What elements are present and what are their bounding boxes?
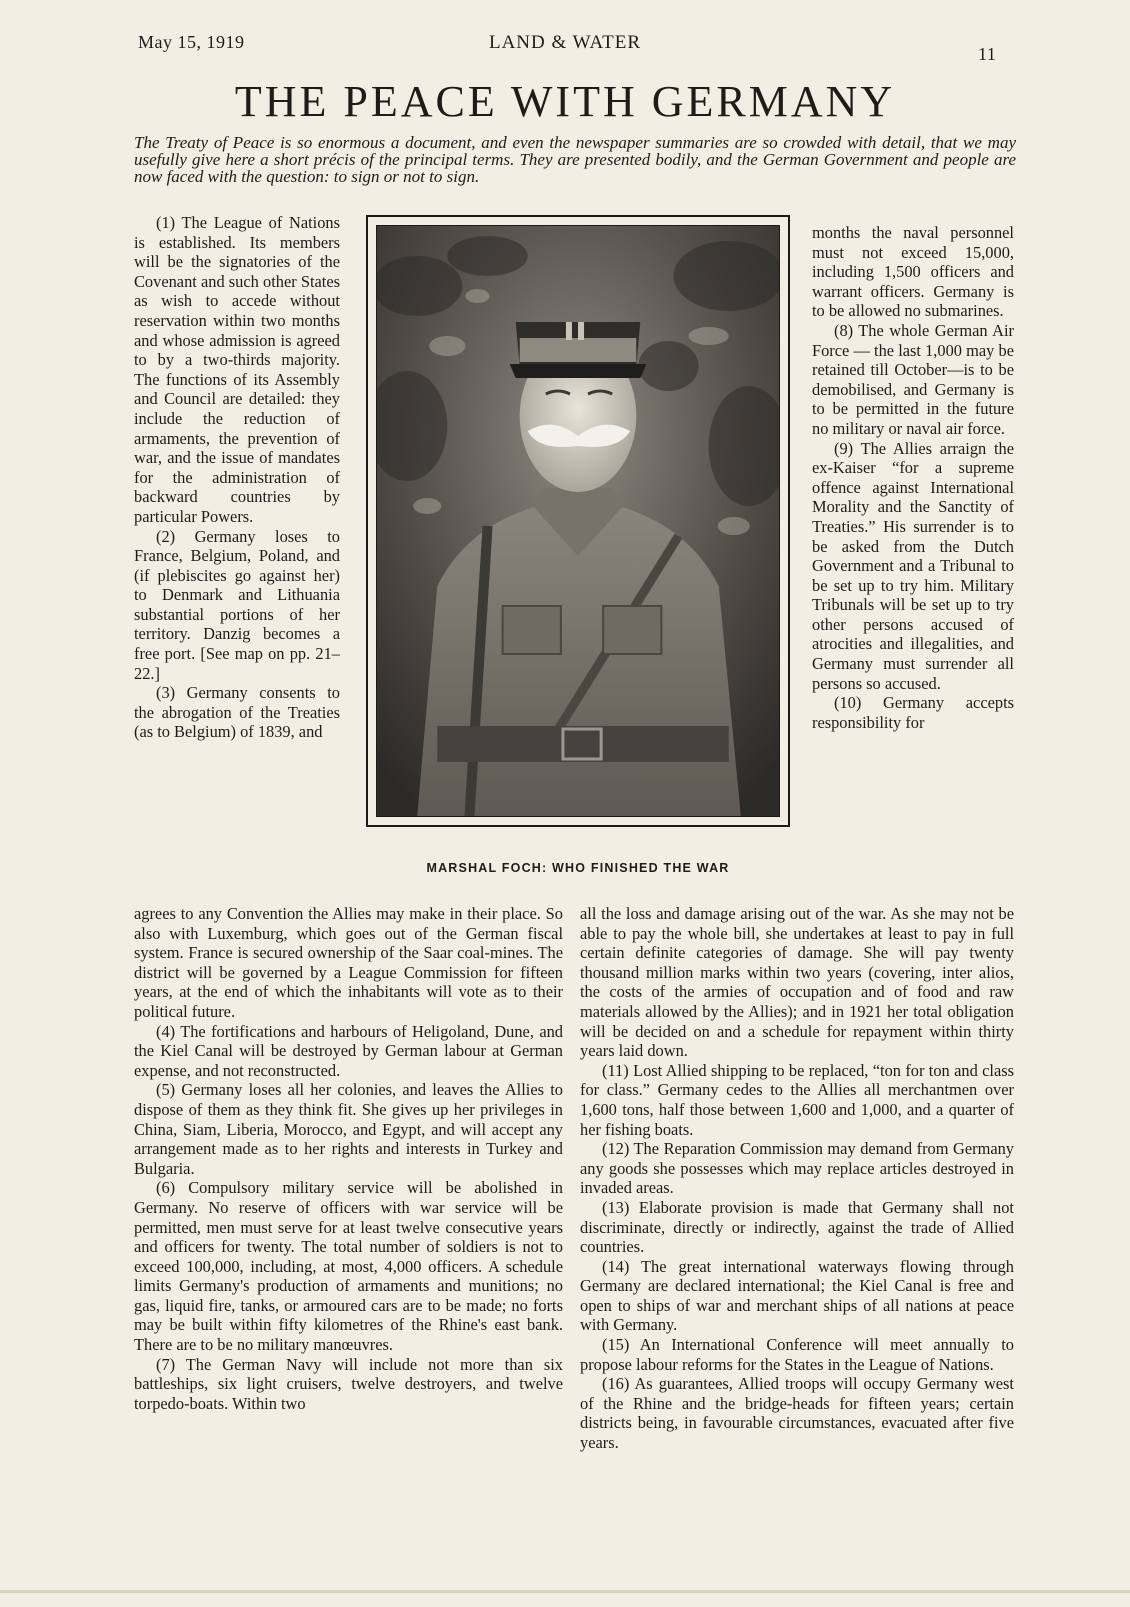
lower-right-column [580,904,1014,1453]
magazine-title: LAND & WATER [488,32,642,53]
paragraph: all the loss and damage arising out of the war. As she may not be able to pay the whole bill, she undertakes at least to pay in full certain definite categories of damage. She will pay twenty thousand million marks within two years (covering, inter alios, the costs of the armies of occupation and of food and raw materials allowed by the Allies); and in 1921 her total obligation will be decided on and a schedule for repayment within thirty years laid down. [580,904,1014,1061]
paragraph: (9) The Allies arraign the ex-Kaiser “for a supreme offence against International Morality and the Sanctity of Treaties.” His surrender is to be asked from the Dutch Government and a Tribunal to be set up to try him. Military Tribunals will be set up to try other persons accused of atrocities and illegalities, and Germany must surrender all persons so accused. [812,438,1014,693]
portrait-photo [376,225,780,817]
paragraph: (7) The German Navy will include not more than six battleships, six light cruisers, twelve destroyers, and twelve torpedo-boats. Within two [134,1354,563,1413]
issue-date: May 15, 1919 [138,32,245,52]
page-number: 11 [978,44,997,64]
paragraph: (15) An International Conference will meet annually to propose labour reforms for the States in the League of Nations. [580,1335,1014,1374]
paragraph: (6) Compulsory military service will be abolished in Germany. No reserve of officers with war service will be permitted, men must serve for at least twelve consecutive years and officers for twenty. The total number of soldiers is not to exceed 100,000, including, at most, 4,000 officers. A schedule limits Germany's production of armaments and munitions; no gas, liquid fire, tanks, or armoured cars are to be made; no forts may be built within fifty kilometres of the Rhine's east bank. There are to be no military manœuvres. [134,1178,563,1355]
paragraph: (3) Germany consents to the abrogation of the Treaties (as to Belgium) of 1839, and [134,683,340,742]
paragraph: (8) The whole German Air Force — the last 1,000 may be retained till October—is to be demobilised, and Germany is to be permitted in the future no military or naval air force. [812,320,1014,438]
paragraph: (2) Germany loses to France, Belgium, Poland, and (if plebiscites go against her) to Denmark and Lithuania substantial portions of her territory. Danzig becomes a free port. [See map on pp. 21–22.] [134,526,340,683]
paragraph: agrees to any Convention the Allies may make in their place. So also with Luxemburg, which goes out of the German fiscal system. France is secured ownership of the Saar coal-mines. The district will be governed by a League Commission for fifteen years, at the end of which the inhabitants will vote as to their political future. [134,904,563,1021]
paragraph: (1) The League of Nations is established. Its members will be the signatories of the Covenant and such other States as wish to accede without reservation within two months and whose admission is agreed to by a two-thirds majority. The functions of its Assembly and Council are detailed: they include the reduction of armaments, the prevention of war, and the issue of mandates for the administration of backward countries by particular Powers. [134,213,340,526]
paragraph: (12) The Reparation Commission may demand from Germany any goods she possesses which may replace articles destroyed in invaded areas. [580,1139,1014,1198]
left-column [134,213,340,742]
paragraph: (11) Lost Allied shipping to be replaced, “ton for ton and class for class.” Germany cedes to the Allies all merchantmen over 1,600 tons, half those between 1,600 and 1,000, and a quarter of her fishing boats. [580,1060,1014,1139]
photo-caption: MARSHAL FOCH: WHO FINISHED THE WAR [426,861,730,875]
paragraph: (4) The fortifications and harbours of Heligoland, Dune, and the Kiel Canal will be destroyed by German labour at German expense, and not reconstructed. [134,1021,563,1080]
article-deck: The Treaty of Peace is so enormous a document, and even the newspaper summaries are so crowded with detail, that we may usefully give here a short précis of the principal terms. They are presented bodily, and the German Government and people are now faced with the question: to sign or not to sign. [134,133,1016,186]
paragraph: months the naval personnel must not exceed 15,000, including 1,500 officers and warrant officers. Germany is to be allowed no submarines. [812,223,1014,321]
paragraph: (14) The great international waterways flowing through Germany are declared international; the Kiel Canal is free and open to ships of war and merchant ships of all nations at peace with Germany. [580,1256,1014,1335]
paragraph: (16) As guarantees, Allied troops will occupy Germany west of the Rhine and the bridge-heads for fifteen years; certain districts being, in favourable circumstances, evacuated after five years. [580,1374,1014,1453]
page-bottom-edge [0,1590,1130,1593]
paragraph: (13) Elaborate provision is made that Germany shall not discriminate, directly or indirectly, against the trade of Allied countries. [580,1197,1014,1257]
lower-left-column [134,904,563,1413]
right-column [812,223,1014,732]
portrait-photo-frame [366,215,790,827]
marshal-portrait-image [377,226,779,816]
paragraph: (5) Germany loses all her colonies, and leaves the Allies to dispose of them as they think fit. She gives up her privileges in China, Siam, Liberia, Morocco, and Egypt, and will accept any arrangement made as to her rights and interests in Turkey and Bulgaria. [134,1080,563,1178]
article-headline: THE PEACE WITH GERMANY [234,77,896,126]
paragraph: (10) Germany accepts responsibility for [812,693,1014,732]
